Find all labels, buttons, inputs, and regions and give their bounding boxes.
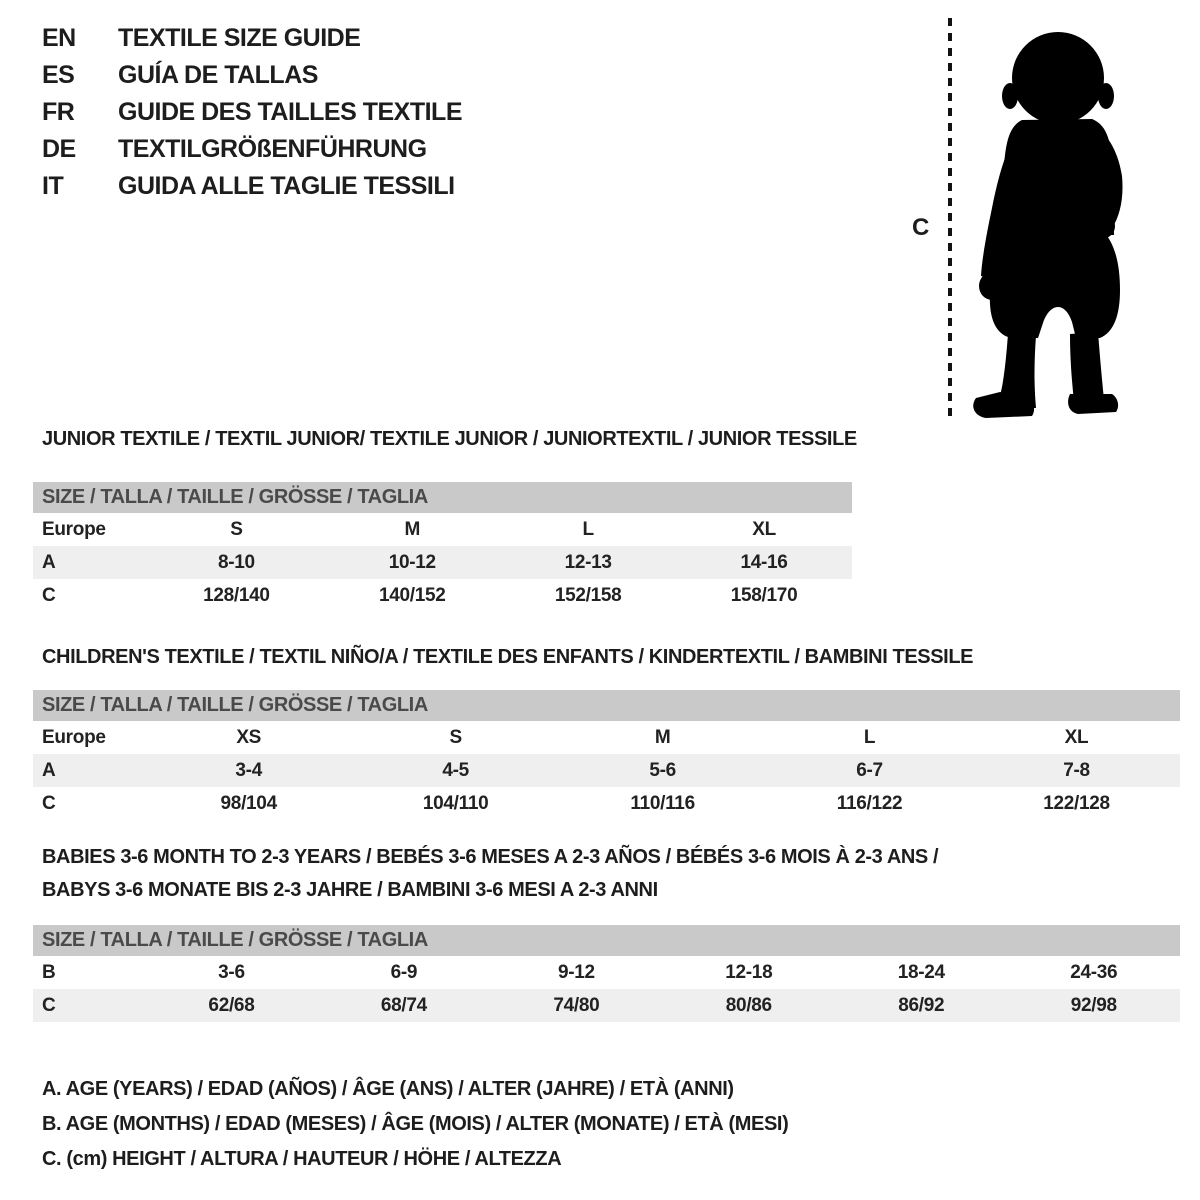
row-label: C <box>42 584 56 606</box>
table-row <box>33 989 1180 1022</box>
table-row <box>33 721 1180 754</box>
row-label: B <box>42 961 56 983</box>
size-cell: 152/158 <box>554 584 622 606</box>
section-junior-textile <box>33 427 857 606</box>
section-title-babies-line2: BABYS 3-6 MONATE BIS 2-3 JAHRE / BAMBINI 3-6 MESI A 2-3 ANNI <box>42 879 658 901</box>
size-cell: 140/152 <box>378 584 446 606</box>
size-cell: 110/116 <box>630 792 695 814</box>
language-guide-title: GUIDE DES TAILLES TEXTILE <box>118 98 463 126</box>
row-label: A <box>42 551 56 573</box>
row-label: A <box>42 759 56 781</box>
size-cell: 10-12 <box>388 551 436 573</box>
children-table-wrap <box>33 690 1180 820</box>
size-header-bar: SIZE / TALLA / TAILLE / GRÖSSE / TAGLIA <box>33 690 1180 721</box>
baby-height-figure <box>900 14 1170 424</box>
language-code: DE <box>42 135 76 163</box>
measurement-legend <box>42 1072 788 1177</box>
size-cell: 74/80 <box>553 994 600 1016</box>
size-cell: 12-18 <box>725 961 773 983</box>
children-size-table <box>33 721 1180 820</box>
size-cell: 6-7 <box>856 759 883 781</box>
junior-size-table <box>33 513 852 612</box>
language-guide-title: TEXTILGRÖßENFÜHRUNG <box>118 135 427 163</box>
size-cell: 158/170 <box>730 584 798 606</box>
language-guide-title: GUIDA ALLE TAGLIE TESSILI <box>118 172 455 200</box>
section-childrens-textile <box>33 645 1180 814</box>
size-cell: 14-16 <box>740 551 788 573</box>
size-cell: XL <box>1064 726 1089 748</box>
legend-age-months: B. AGE (MONTHS) / EDAD (MESES) / ÂGE (MOIS) / ALTER (MONATE) / ETÀ (MESI) <box>42 1113 789 1135</box>
size-cell: 68/74 <box>380 994 427 1016</box>
language-code: ES <box>42 61 75 89</box>
section-title-junior: JUNIOR TEXTILE / TEXTIL JUNIOR/ TEXTILE JUNIOR / JUNIORTEXTIL / JUNIOR TESSILE <box>42 428 857 450</box>
size-cell: M <box>404 518 421 540</box>
row-label: C <box>42 994 56 1016</box>
table-row <box>33 754 1180 787</box>
size-cell: XS <box>236 726 262 748</box>
size-cell: 104/110 <box>422 792 489 814</box>
measure-c-label: C <box>912 214 930 241</box>
size-cell: 4-5 <box>442 759 469 781</box>
language-title-list <box>42 24 462 209</box>
language-guide-title: GUÍA DE TALLAS <box>118 61 318 89</box>
size-cell: 18-24 <box>897 961 945 983</box>
legend-age-years: A. AGE (YEARS) / EDAD (AÑOS) / ÂGE (ANS) / ALTER (JAHRE) / ETÀ (ANNI) <box>42 1078 734 1100</box>
size-cell: 6-9 <box>390 961 418 983</box>
language-guide-title: TEXTILE SIZE GUIDE <box>118 24 361 52</box>
size-cell: XL <box>752 518 776 540</box>
legend-height-cm: C. (cm) HEIGHT / ALTURA / HAUTEUR / HÖHE / ALTEZZA <box>42 1148 562 1170</box>
size-cell: S <box>449 726 462 748</box>
size-cell: 80/86 <box>725 994 772 1016</box>
size-cell: 24-36 <box>1070 961 1118 983</box>
section-babies-textile <box>33 845 1180 1016</box>
size-cell: 122/128 <box>1043 792 1110 814</box>
size-cell: 98/104 <box>220 792 277 814</box>
table-row <box>33 513 852 546</box>
row-label: Europe <box>42 518 106 540</box>
language-code: FR <box>42 98 75 126</box>
size-cell: 128/140 <box>203 584 270 606</box>
table-row <box>33 956 1180 989</box>
size-cell: 92/98 <box>1070 994 1117 1016</box>
table-row <box>33 546 852 579</box>
size-cell: 86/92 <box>898 994 945 1016</box>
babies-table-wrap <box>33 925 1180 1022</box>
language-row <box>42 98 462 135</box>
section-title-children: CHILDREN'S TEXTILE / TEXTIL NIÑO/A / TEXTILE DES ENFANTS / KINDERTEXTIL / BAMBINI TESSILE <box>42 646 974 668</box>
size-cell: 3-4 <box>235 759 262 781</box>
table-row <box>33 787 1180 820</box>
language-row <box>42 61 462 98</box>
size-cell: 3-6 <box>218 961 245 983</box>
height-dashed-line <box>948 18 952 416</box>
language-code: IT <box>42 172 64 200</box>
language-row <box>42 172 462 209</box>
size-cell: 62/68 <box>208 994 255 1016</box>
language-row <box>42 135 462 172</box>
junior-table-wrap <box>33 482 852 612</box>
table-row <box>33 579 852 612</box>
row-label: Europe <box>42 726 106 748</box>
size-cell: 5-6 <box>649 759 676 781</box>
size-cell: L <box>582 518 594 540</box>
language-row <box>42 24 462 61</box>
size-cell: 9-12 <box>557 961 595 983</box>
size-cell: 12-13 <box>564 551 612 573</box>
toddler-silhouette-icon <box>966 20 1148 420</box>
size-header-bar: SIZE / TALLA / TAILLE / GRÖSSE / TAGLIA <box>33 925 1180 956</box>
size-cell: S <box>230 518 243 540</box>
size-header-bar: SIZE / TALLA / TAILLE / GRÖSSE / TAGLIA <box>33 482 852 513</box>
size-cell: 7-8 <box>1063 759 1090 781</box>
row-label: C <box>42 792 56 814</box>
size-cell: L <box>863 726 876 748</box>
size-cell: M <box>654 726 671 748</box>
size-cell: 116/122 <box>836 792 903 814</box>
language-code: EN <box>42 24 76 52</box>
babies-size-table <box>33 956 1180 1022</box>
size-cell: 8-10 <box>217 551 255 573</box>
section-title-babies-line1: BABIES 3-6 MONTH TO 2-3 YEARS / BEBÉS 3-6 MESES A 2-3 AÑOS / BÉBÉS 3-6 MOIS À 2-3 ANS / <box>42 846 939 868</box>
